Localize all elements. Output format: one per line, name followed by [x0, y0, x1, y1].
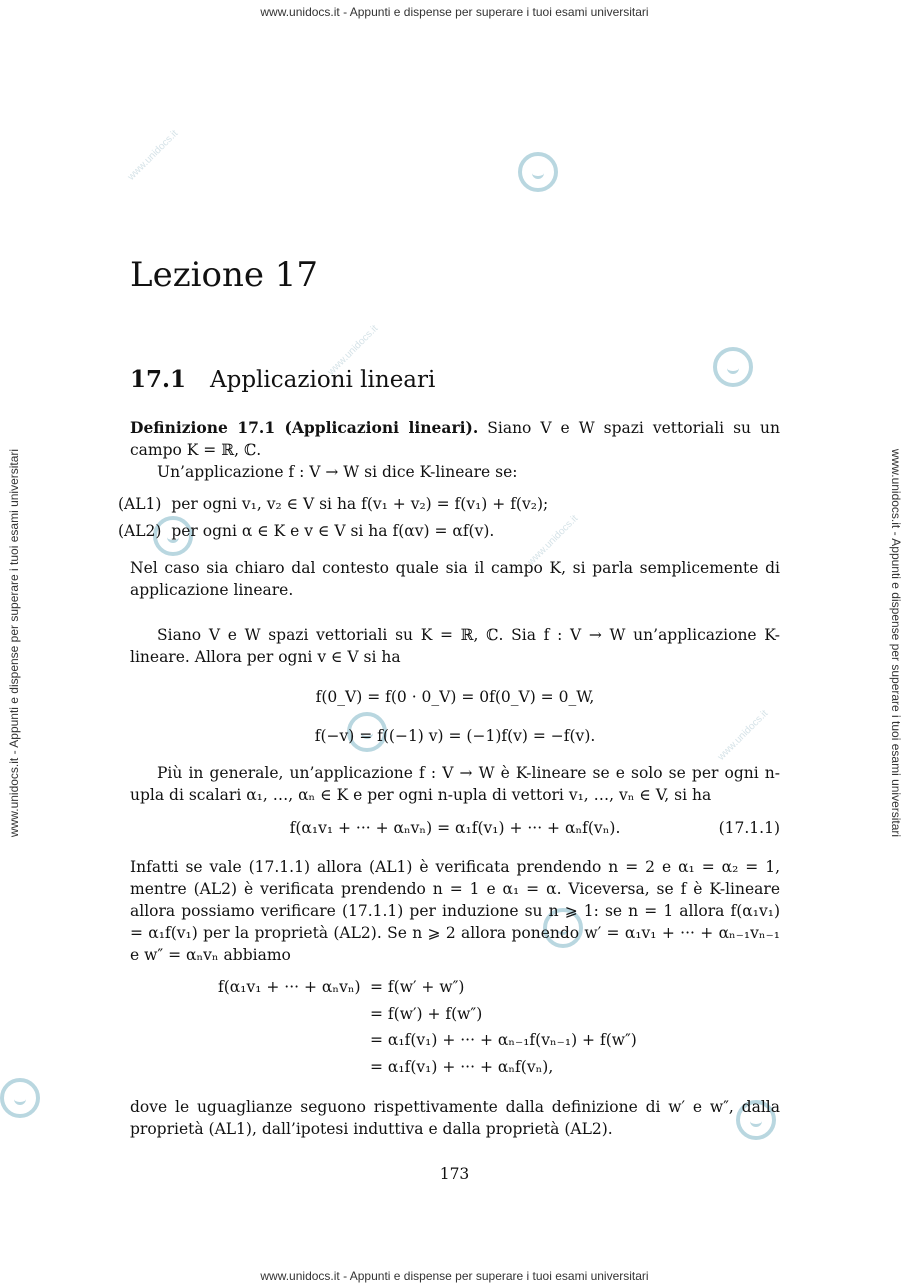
unidocs-logo-icon — [713, 347, 753, 387]
section-heading — [130, 366, 435, 393]
watermark-right: www.unidocs.it - Appunti e dispense per superare i tuoi esami universitari — [889, 448, 903, 838]
al2-text: per ogni α ∈ K e v ∈ V si ha f(αv) = αf(v). — [171, 522, 495, 540]
paragraph-3: Più in generale, un’applicazione f : V → W è K-lineare se e solo se per ogni n-upla di scalari α₁, …, αₙ ∈ K e per ogni n-upla di vettori v₁, …, vₙ ∈ V, si ha — [130, 764, 780, 804]
align-row: = α₁f(v₁) + ··· + αₙf(vₙ), — [370, 1058, 554, 1076]
paragraph-4: Infatti se vale (17.1.1) allora (AL1) è verificata prendendo n = 2 e α₁ = α₂ = 1, mentre (AL2) è verificata prendendo n = 1 e α₁ = α. Viceversa, se f è K-lineare allora possiamo verificare (17.1.1) per induzione su n ⩾ 1: se n = 1 allora f(α₁v₁) = α₁f(v₁) per la proprietà (AL2). Se n ⩾ 2 allora ponendo w′ = α₁v₁ + ··· + αₙ₋₁vₙ₋₁ e w″ = αₙvₙ abbiamo — [130, 858, 780, 964]
definition-label: Definizione 17.1 (Applicazioni lineari). — [130, 418, 479, 437]
definition-text: Siano V e W spazi vettoriali su un campo K = ℝ, ℂ. — [130, 419, 780, 459]
paragraph-2: Siano V e W spazi vettoriali su K = ℝ, ℂ. Sia f : V → W un’applicazione K-lineare. Allora per ogni v ∈ V si ha — [130, 626, 780, 666]
align-lhs: f(α₁v₁ + ··· + αₙvₙ) — [218, 978, 361, 996]
paragraph-5: dove le uguaglianze seguono rispettivamente dalla definizione di w′ e w″, dalla proprietà (AL1), dall’ipotesi induttiva e dalla proprietà (AL2). — [130, 1098, 780, 1138]
paragraph-1: Nel caso sia chiaro dal contesto quale sia il campo K, si parla semplicemente di applicazione lineare. — [130, 559, 780, 599]
unidocs-logo-icon — [518, 152, 558, 192]
watermark-left: www.unidocs.it - Appunti e dispense per superare i tuoi esami universitari — [7, 448, 21, 838]
section-title: Applicazioni lineari — [210, 367, 436, 393]
unidocs-logo-icon — [0, 1078, 40, 1118]
watermark-faint: www.unidocs.it — [125, 128, 181, 183]
align-row: = α₁f(v₁) + ··· + αₙ₋₁f(vₙ₋₁) + f(w″) — [370, 1031, 637, 1049]
equation-negative: f(−v) = f((−1) v) = (−1)f(v) = −f(v). — [314, 727, 596, 745]
watermark-faint: www.unidocs.it — [525, 513, 581, 568]
watermark-faint: www.unidocs.it — [715, 708, 771, 763]
align-row: = f(w′) + f(w″) — [370, 1005, 483, 1023]
equation-main: f(α₁v₁ + ··· + αₙvₙ) = α₁f(v₁) + ··· + αₙf(vₙ). — [289, 819, 621, 837]
equation-zero: f(0_V) = f(0 · 0_V) = 0f(0_V) = 0_W, — [315, 688, 595, 706]
definition-paragraph — [130, 417, 780, 461]
align-row: = f(w′ + w″) — [370, 978, 465, 996]
al2-label: (AL2) — [118, 522, 162, 540]
watermark-faint: www.unidocs.it — [325, 323, 381, 378]
al1-item — [118, 493, 778, 515]
watermark-top: www.unidocs.it - Appunti e dispense per superare i tuoi esami universitari — [260, 5, 649, 19]
section-number: 17.1 — [130, 366, 187, 393]
definition-line2: Un’applicazione f : V → W si dice K-lineare se: — [157, 463, 518, 481]
page-number: 173 — [439, 1165, 470, 1183]
al2-item — [118, 520, 778, 542]
al1-text: per ogni v₁, v₂ ∈ V si ha f(v₁ + v₂) = f(v₁) + f(v₂); — [171, 495, 549, 513]
watermark-bottom: www.unidocs.it - Appunti e dispense per superare i tuoi esami universitari — [260, 1269, 649, 1283]
equation-number: (17.1.1) — [718, 819, 780, 837]
chapter-title: Lezione 17 — [130, 255, 319, 295]
al1-label: (AL1) — [118, 495, 162, 513]
